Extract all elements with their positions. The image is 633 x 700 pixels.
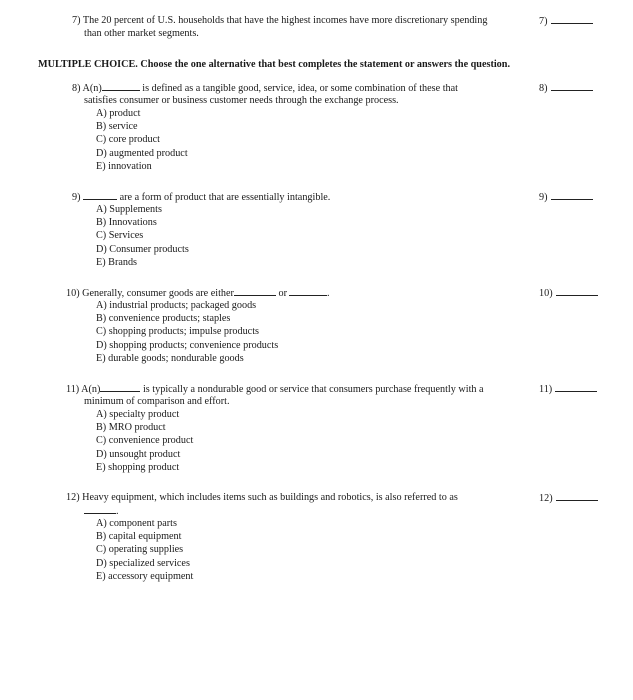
question-8-choice-e[interactable]: E) innovation — [96, 161, 152, 172]
question-12-choice-c[interactable]: C) operating supplies — [96, 544, 184, 555]
answer-label-9: 9) — [539, 192, 548, 203]
answer-label-12: 12) — [539, 493, 553, 504]
answer-blank-10[interactable] — [556, 286, 598, 296]
answer-slot-8[interactable] — [539, 81, 593, 95]
question-11-choice-d[interactable]: D) unsought product — [96, 449, 181, 460]
question-8-line1: is defined as a tangible good, service, idea, or some combination of these that — [142, 83, 458, 94]
question-7-line1-text: The 20 percent of U.S. households that have the highest incomes have more discretionary spending — [82, 15, 488, 26]
question-8-choice-d[interactable]: D) augmented product — [96, 148, 188, 159]
answer-blank-8[interactable] — [551, 81, 593, 91]
question-9-choice-b[interactable]: B) Innovations — [96, 217, 157, 228]
question-8-line2: satisfies consumer or business customer needs through the exchange process. — [84, 95, 399, 106]
question-11-line2: minimum of comparison and effort. — [84, 396, 230, 407]
question-8-choice-c[interactable]: C) core product — [96, 134, 160, 145]
question-12-end: . — [116, 506, 119, 517]
question-8-choice-b[interactable]: B) service — [96, 121, 138, 132]
question-10-choice-c[interactable]: C) shopping products; impulse products — [96, 326, 259, 337]
question-12-choice-a[interactable]: A) component parts — [96, 518, 177, 529]
question-9-blank — [83, 190, 117, 200]
question-10-end: . — [326, 288, 330, 299]
question-10-start: 10) Generally, consumer goods are either — [66, 288, 234, 299]
question-11-number: 11) A(n) — [66, 384, 101, 395]
question-9-choice-c[interactable]: C) Services — [96, 230, 144, 241]
question-9-choice-d[interactable]: D) Consumer products — [96, 244, 189, 255]
answer-slot-12[interactable] — [539, 491, 598, 505]
question-12-blank — [84, 504, 116, 514]
question-11-line1: is typically a nondurable good or service that consumers purchase frequently with a — [142, 384, 484, 395]
answer-slot-9[interactable] — [539, 190, 593, 204]
question-10-blank-2 — [289, 286, 327, 296]
question-9-choice-a[interactable]: A) Supplements — [96, 204, 162, 215]
question-11-choice-a[interactable]: A) specialty product — [96, 409, 180, 420]
question-7-text — [72, 14, 487, 27]
answer-slot-11[interactable] — [539, 382, 597, 396]
section-heading: MULTIPLE CHOICE. Choose the one alternative that best completes the statement or answers the question. — [38, 59, 510, 70]
question-8-blank — [102, 81, 140, 91]
answer-label-8: 8) — [539, 83, 548, 94]
question-11-choice-b[interactable]: B) MRO product — [96, 422, 166, 433]
question-9-number: 9) — [72, 192, 81, 203]
answer-blank-11[interactable] — [555, 382, 597, 392]
question-9-line1: are a form of product that are essentially intangible. — [119, 192, 331, 203]
answer-blank-9[interactable] — [551, 190, 593, 200]
question-7-line1: 7) — [72, 15, 81, 26]
question-12-choice-e[interactable]: E) accessory equipment — [96, 571, 194, 582]
answer-label-11: 11) — [539, 384, 553, 395]
question-12-line1: 12) Heavy equipment, which includes items such as buildings and robotics, is also referred to as — [66, 492, 458, 503]
question-11-blank — [100, 382, 140, 392]
question-11-choice-e[interactable]: E) shopping product — [96, 462, 180, 473]
answer-slot-7[interactable] — [539, 14, 593, 28]
question-12-choice-b[interactable]: B) capital equipment — [96, 531, 182, 542]
question-7-line2: than other market segments. — [84, 28, 199, 39]
question-9-choice-e[interactable]: E) Brands — [96, 257, 138, 268]
question-10-choice-b[interactable]: B) convenience products; staples — [96, 313, 231, 324]
question-8-choice-a[interactable]: A) product — [96, 108, 141, 119]
question-10-choice-e[interactable]: E) durable goods; nondurable goods — [96, 353, 244, 364]
question-10-blank-1 — [234, 286, 276, 296]
question-11-choice-c[interactable]: C) convenience product — [96, 435, 194, 446]
question-12-choice-d[interactable]: D) specialized services — [96, 558, 190, 569]
answer-slot-10[interactable] — [539, 286, 598, 300]
answer-label-10: 10) — [539, 288, 553, 299]
question-10-mid: or — [278, 288, 287, 299]
answer-label-7: 7) — [539, 16, 548, 27]
question-8-number: 8) A(n) — [72, 83, 102, 94]
question-10-choice-d[interactable]: D) shopping products; convenience products — [96, 340, 279, 351]
question-10-choice-a[interactable]: A) industrial products; packaged goods — [96, 300, 257, 311]
answer-blank-7[interactable] — [551, 14, 593, 24]
answer-blank-12[interactable] — [556, 491, 598, 501]
